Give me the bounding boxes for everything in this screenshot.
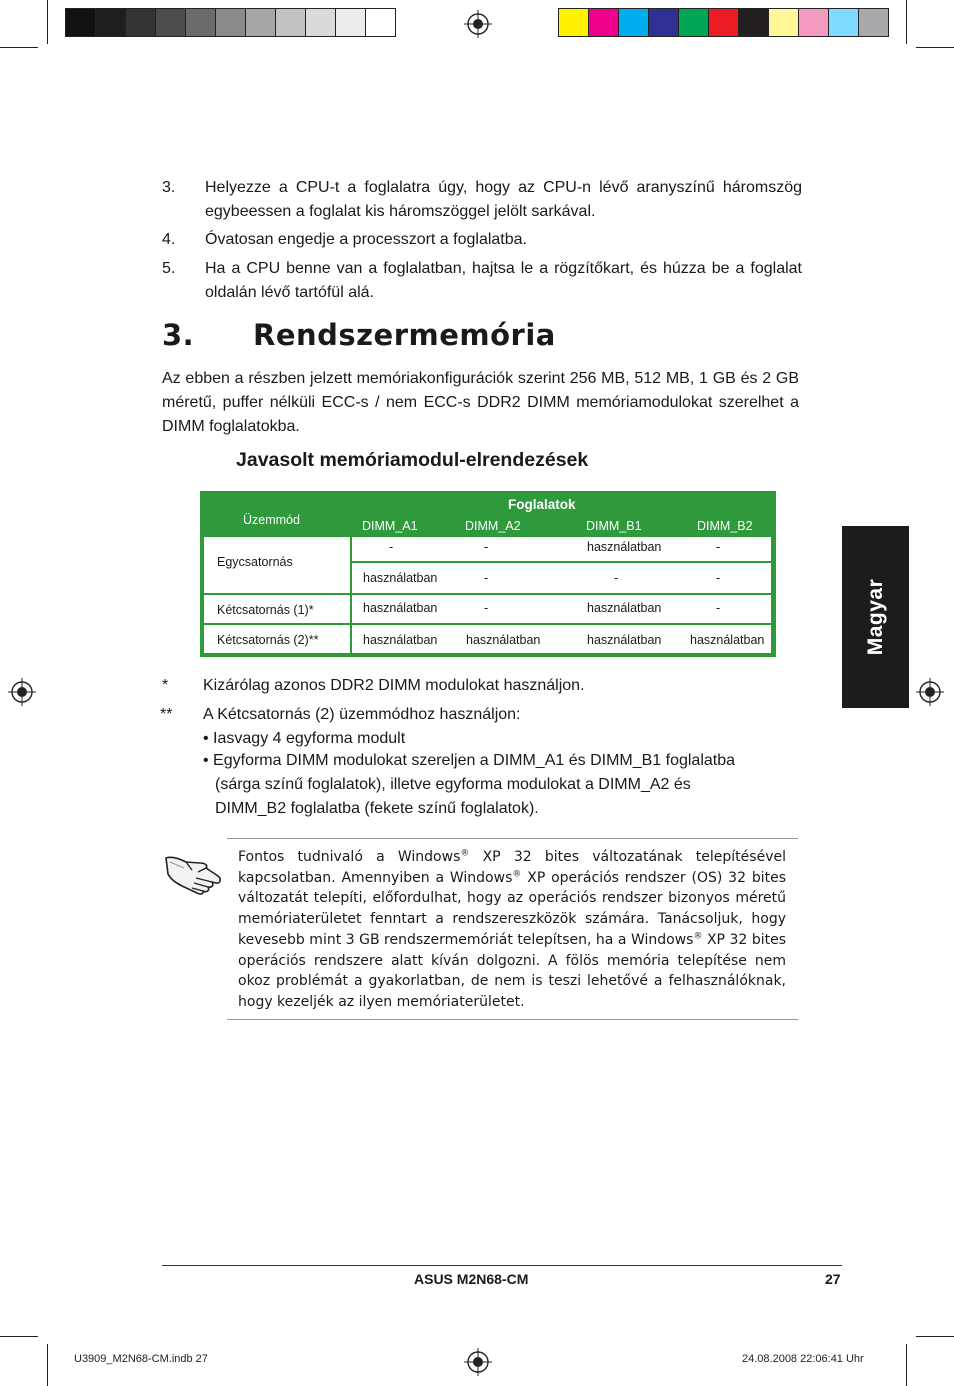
color-swatch [588,8,619,37]
step-5 [162,257,802,305]
step-3 [162,176,802,224]
mode-dual-channel-2: Kétcsatornás (2)** [217,633,319,647]
table-cell: - [614,571,619,585]
column-header-dimm-a1: DIMM_A1 [362,519,418,533]
table-cell: - [484,571,489,585]
registered-mark: ® [512,869,522,880]
color-swatch [125,8,156,37]
color-swatch [798,8,829,37]
color-swatch [275,8,306,37]
color-swatch [708,8,739,37]
table-cell: használatban [363,633,438,647]
table-cell: - [716,571,721,585]
column-header-dimm-b1: DIMM_B1 [586,519,642,533]
footnote-bullet-cont: DIMM_B2 foglalatba (fekete színű foglalatok). [215,800,539,817]
step-text: Helyezze a CPU-t a foglalatra úgy, hogy az CPU-n lévő aranyszínű háromszög egybeessen a foglalat kis háromszöggel jelölt sarkával. [205,179,802,220]
color-swatch [828,8,859,37]
note-text [238,847,786,1013]
color-swatch [558,8,589,37]
subheading: Javasolt memóriamodul-elrendezések [236,449,589,471]
color-swatch [155,8,186,37]
table-cell: - [389,540,394,554]
note-text-part: XP operációs rendszer (OS) 32 bites változatát telepíti, előfordulhat, hogy az operációs rendszer bizonyos méretű memóriaterületet fenntart a rendszereszközök számára. Tanácsoljuk, hogy kevesebb mint 3 GB rendszermemóriát telepítsen, ha a Windows [238,869,786,948]
registered-mark: ® [460,848,470,859]
table-cell: használatban [363,571,438,585]
footnote-bullet: • Iasvagy 4 egyforma modult [203,730,406,747]
footnote-mark-1: * [162,677,169,694]
crop-mark [47,0,48,44]
table-cell: - [484,601,489,615]
crop-mark [47,1344,48,1386]
color-swatch [768,8,799,37]
slug-date: 24.08.2008 22:06:41 Uhr [742,1353,864,1365]
slug-file: U3909_M2N68-CM.indb 27 [74,1353,208,1365]
step-number: 5. [162,260,176,277]
table-cell: - [716,601,721,615]
crop-mark [0,1336,38,1337]
page-number: 27 [825,1271,841,1287]
note-text-part: XP 32 bites operációs rendszere alatt kíván dolgozni. A fölös memória telepítése nem okoz problémát a gyakorlatban, de nem is teszi lehetővé a felhasználóknak, hogy kezeljék az ilyen memóriaterületet. [238,931,786,1010]
language-label: Magyar [863,578,887,656]
mode-single-channel: Egycsatornás [217,555,293,569]
note-text-part: XP 32 bites változatának telepítésével kapcsolatban. Amennyiben a Windows [238,849,786,886]
table-cell: használatban [363,601,438,615]
table-cell: - [716,540,721,554]
section-title: Rendszermemória [253,318,556,352]
memory-config-table [200,491,776,657]
table-cell: használatban [690,633,765,647]
crop-mark [906,1344,907,1386]
footnote-text-2: A Kétcsatornás (2) üzemmódhoz használjon: [203,706,521,723]
table-cell: használatban [587,540,662,554]
color-swatch [858,8,889,37]
table-cell: használatban [466,633,541,647]
footnote-bullet-cont: (sárga színű foglalatok), illetve egyforma modulokat a DIMM_A2 és [215,776,691,793]
intro-paragraph: Az ebben a részben jelzett memóriakonfigurációk szerint 256 MB, 512 MB, 1 GB és 2 GB méretű, puffer nélküli ECC-s / nem ECC-s DDR2 DIMM memóriamodulokat szerelhet a DIMM foglalatokba. [162,370,799,435]
color-swatch [618,8,649,37]
column-header-dimm-a2: DIMM_A2 [465,519,521,533]
color-swatch [185,8,216,37]
table-cell: használatban [587,633,662,647]
color-swatch [365,8,396,37]
section-number: 3. [162,318,195,352]
footer-rule [162,1265,842,1266]
table-cell: - [484,540,489,554]
step-4 [162,228,802,252]
step-text: Ha a CPU benne van a foglalatban, hajtsa le a rögzítőkart, és húzza be a foglalat oldalán lévő tartófül alá. [205,260,802,301]
step-number: 3. [162,179,176,196]
registration-mark-icon [916,678,944,706]
registration-mark-icon [8,678,36,706]
column-header-dimm-b2: DIMM_B2 [697,519,753,533]
color-swatch [245,8,276,37]
color-swatch [95,8,126,37]
crop-mark [906,0,907,44]
crop-mark [916,1336,954,1337]
registered-mark: ® [693,931,703,942]
slots-header: Foglalatok [508,497,576,512]
registration-mark-icon [464,10,492,38]
footnote-mark-2: ** [160,706,173,723]
color-swatch [678,8,709,37]
footnote-bullet: • Egyforma DIMM modulokat szereljen a DIMM_A1 és DIMM_B1 foglalatba [203,752,736,769]
color-swatch [335,8,366,37]
color-swatch [65,8,96,37]
footer-product: ASUS M2N68-CM [414,1271,529,1287]
color-swatch [215,8,246,37]
step-number: 4. [162,231,176,248]
crop-mark [0,47,38,48]
language-side-tab [842,526,909,708]
mode-dual-channel-1: Kétcsatornás (1)* [217,603,314,617]
color-swatch [305,8,336,37]
note-bottom-rule [227,1019,798,1020]
registration-mark-icon [464,1348,492,1376]
pointing-hand-icon [162,848,224,896]
step-text: Óvatosan engedje a processzort a foglalatba. [205,231,527,248]
mode-header: Üzemmód [243,513,300,527]
note-text-part: Fontos tudnivaló a Windows [238,849,461,865]
footnote-text-1: Kizárólag azonos DDR2 DIMM modulokat használjon. [203,677,585,694]
table-cell: használatban [587,601,662,615]
crop-mark [916,47,954,48]
color-swatch [648,8,679,37]
note-top-rule [227,838,798,839]
color-swatch [738,8,769,37]
